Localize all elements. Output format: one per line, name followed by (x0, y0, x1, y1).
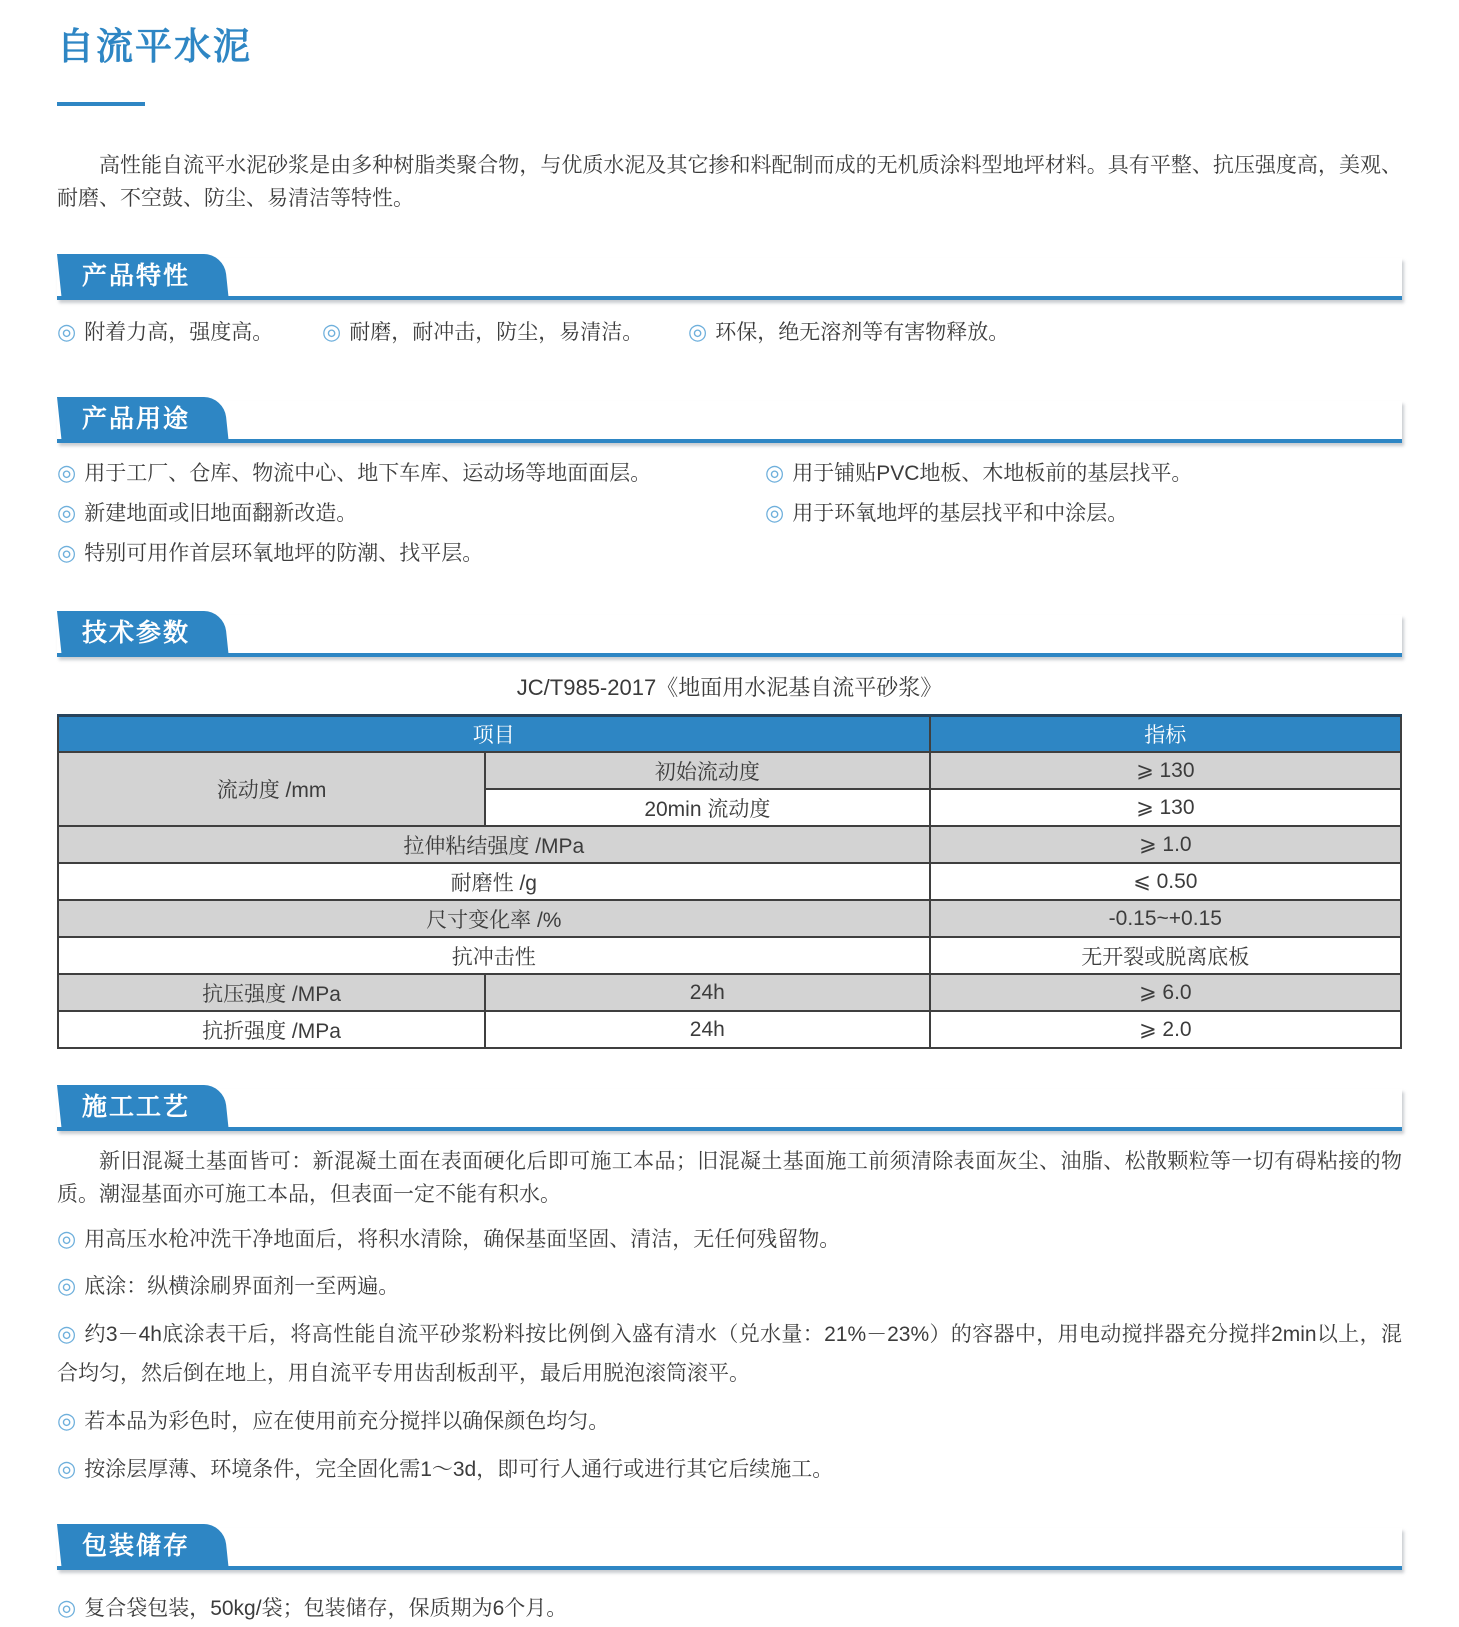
column-header-index: 指标 (930, 715, 1401, 752)
page-title: 自流平水泥 (57, 26, 252, 67)
double-ring-bullet-icon: ◎ (57, 318, 77, 344)
cell-value: ⩾ 130 (930, 789, 1401, 826)
uses-right-column (765, 453, 1402, 572)
double-ring-bullet-icon: ◎ (765, 460, 785, 486)
table-row (58, 826, 1401, 863)
section-tab-construction: 施工工艺 (57, 1085, 224, 1131)
list-item (765, 493, 1402, 533)
cell-sub: 20min 流动度 (485, 789, 930, 826)
double-ring-bullet-icon: ◎ (57, 1455, 77, 1481)
use-text: 用于环氧地坪的基层找平和中涂层。 (792, 502, 1129, 526)
table-row (58, 1011, 1401, 1048)
use-text: 特别可用作首层环氧地坪的防潮、找平层。 (84, 541, 484, 565)
cell-label: 抗冲击性 (58, 937, 930, 974)
cell-label: 耐磨性 /g (58, 863, 930, 900)
uses-list (57, 453, 1402, 572)
intro-paragraph: 高性能自流平水泥砂浆是由多种树脂类聚合物，与优质水泥及其它掺和料配制而成的无机质涂料型地坪材料。具有平整、抗压强度高，美观、耐磨、不空鼓、防尘、易清洁等特性。 (57, 154, 1402, 210)
construction-paragraph: 新旧混凝土基面皆可：新混凝土面在表面硬化后即可施工本品；旧混凝土基面施工前须清除表面灰尘、油脂、松散颗粒等一切有碍粘接的物质。潮湿基面亦可施工本品，但表面一定不能有积水。 (57, 1150, 1402, 1207)
section-header-features (57, 258, 1402, 300)
cell-value: 无开裂或脱离底板 (930, 937, 1401, 974)
step-text: 底涂：纵横涂刷界面剂一至两遍。 (84, 1275, 400, 1299)
section-header-packaging (57, 1528, 1402, 1570)
cell-sub: 24h (485, 1011, 930, 1048)
double-ring-bullet-icon: ◎ (57, 1273, 77, 1299)
table-row (58, 752, 1401, 789)
feature-text: 附着力高，强度高。 (84, 320, 274, 344)
list-item (765, 453, 1402, 493)
section-tab-specs: 技术参数 (57, 611, 224, 657)
column-header-item: 项目 (58, 715, 930, 752)
cell-sub: 初始流动度 (485, 752, 930, 789)
section-header-construction (57, 1089, 1402, 1131)
list-item (57, 1401, 1402, 1442)
list-item (57, 1266, 1402, 1307)
cell-label: 抗折强度 /MPa (58, 1011, 485, 1048)
uses-left-column (57, 453, 765, 572)
table-header-row (58, 715, 1401, 752)
table-row (58, 863, 1401, 900)
feature-text: 环保，绝无溶剂等有害物释放。 (715, 320, 1010, 344)
packaging-text: 复合袋包装，50kg/袋；包装储存，保质期为6个月。 (84, 1596, 568, 1620)
section-tab-features: 产品特性 (57, 254, 224, 300)
feature-text: 耐磨，耐冲击，防尘，易清洁。 (349, 320, 644, 344)
list-item (57, 1314, 1402, 1394)
section-tab-uses: 产品用途 (57, 397, 224, 443)
step-text: 若本品为彩色时，应在使用前充分搅拌以确保颜色均匀。 (84, 1409, 610, 1433)
cell-label: 抗压强度 /MPa (58, 974, 485, 1011)
list-item (57, 1449, 1402, 1490)
list-item (57, 493, 765, 533)
double-ring-bullet-icon: ◎ (57, 539, 77, 565)
step-text: 按涂层厚薄、环境条件，完全固化需1～3d，即可行人通行或进行其它后续施工。 (84, 1457, 834, 1481)
table-row (58, 937, 1401, 974)
double-ring-bullet-icon: ◎ (57, 1225, 77, 1251)
cell-value: ⩾ 1.0 (930, 826, 1401, 863)
double-ring-bullet-icon: ◎ (688, 318, 708, 344)
cell-sub: 24h (485, 974, 930, 1011)
table-row (58, 974, 1401, 1011)
list-item (57, 312, 322, 352)
table-row (58, 900, 1401, 937)
section-tab-packaging: 包装储存 (57, 1524, 224, 1570)
cell-value: ⩾ 6.0 (930, 974, 1401, 1011)
cell-label: 尺寸变化率 /% (58, 900, 930, 937)
double-ring-bullet-icon: ◎ (57, 1321, 77, 1347)
list-item (322, 312, 688, 352)
cell-value: ⩾ 130 (930, 752, 1401, 789)
double-ring-bullet-icon: ◎ (765, 500, 785, 526)
cell-flow-label: 流动度 /mm (58, 752, 485, 826)
cell-value: ⩽ 0.50 (930, 863, 1401, 900)
cell-value: -0.15~+0.15 (930, 900, 1401, 937)
double-ring-bullet-icon: ◎ (57, 1407, 77, 1433)
list-item (57, 1588, 1402, 1627)
list-item (57, 533, 765, 573)
list-item (57, 1219, 1402, 1260)
step-text: 约3－4h底涂表干后，将高性能自流平砂浆粉料按比例倒入盛有清水（兑水量：21%－23%）的容器中，用电动搅拌器充分搅拌2min以上，混合均匀，然后倒在地上，用自流平专用齿刮板刮平，最后用脱泡滚筒滚平。 (57, 1323, 1402, 1386)
use-text: 用于工厂、仓库、物流中心、地下车库、运动场等地面面层。 (84, 462, 652, 486)
section-header-specs (57, 615, 1402, 657)
use-text: 新建地面或旧地面翻新改造。 (84, 502, 358, 526)
cell-value: ⩾ 2.0 (930, 1011, 1401, 1048)
spec-table (57, 714, 1402, 1050)
step-text: 用高压水枪冲洗干净地面后，将积水清除，确保基面坚固、清洁，无任何残留物。 (84, 1227, 841, 1251)
double-ring-bullet-icon: ◎ (57, 460, 77, 486)
construction-list (57, 1219, 1402, 1490)
list-item (688, 312, 1009, 352)
list-item (57, 453, 765, 493)
cell-label: 拉伸粘结强度 /MPa (58, 826, 930, 863)
double-ring-bullet-icon: ◎ (57, 1594, 77, 1620)
title-underline (57, 102, 145, 106)
double-ring-bullet-icon: ◎ (57, 500, 77, 526)
table-caption: JC/T985-2017《地面用水泥基自流平砂浆》 (516, 674, 943, 700)
section-header-uses (57, 401, 1402, 443)
use-text: 用于铺贴PVC地板、木地板前的基层找平。 (792, 462, 1193, 486)
double-ring-bullet-icon: ◎ (322, 318, 342, 344)
features-list (57, 312, 1402, 352)
